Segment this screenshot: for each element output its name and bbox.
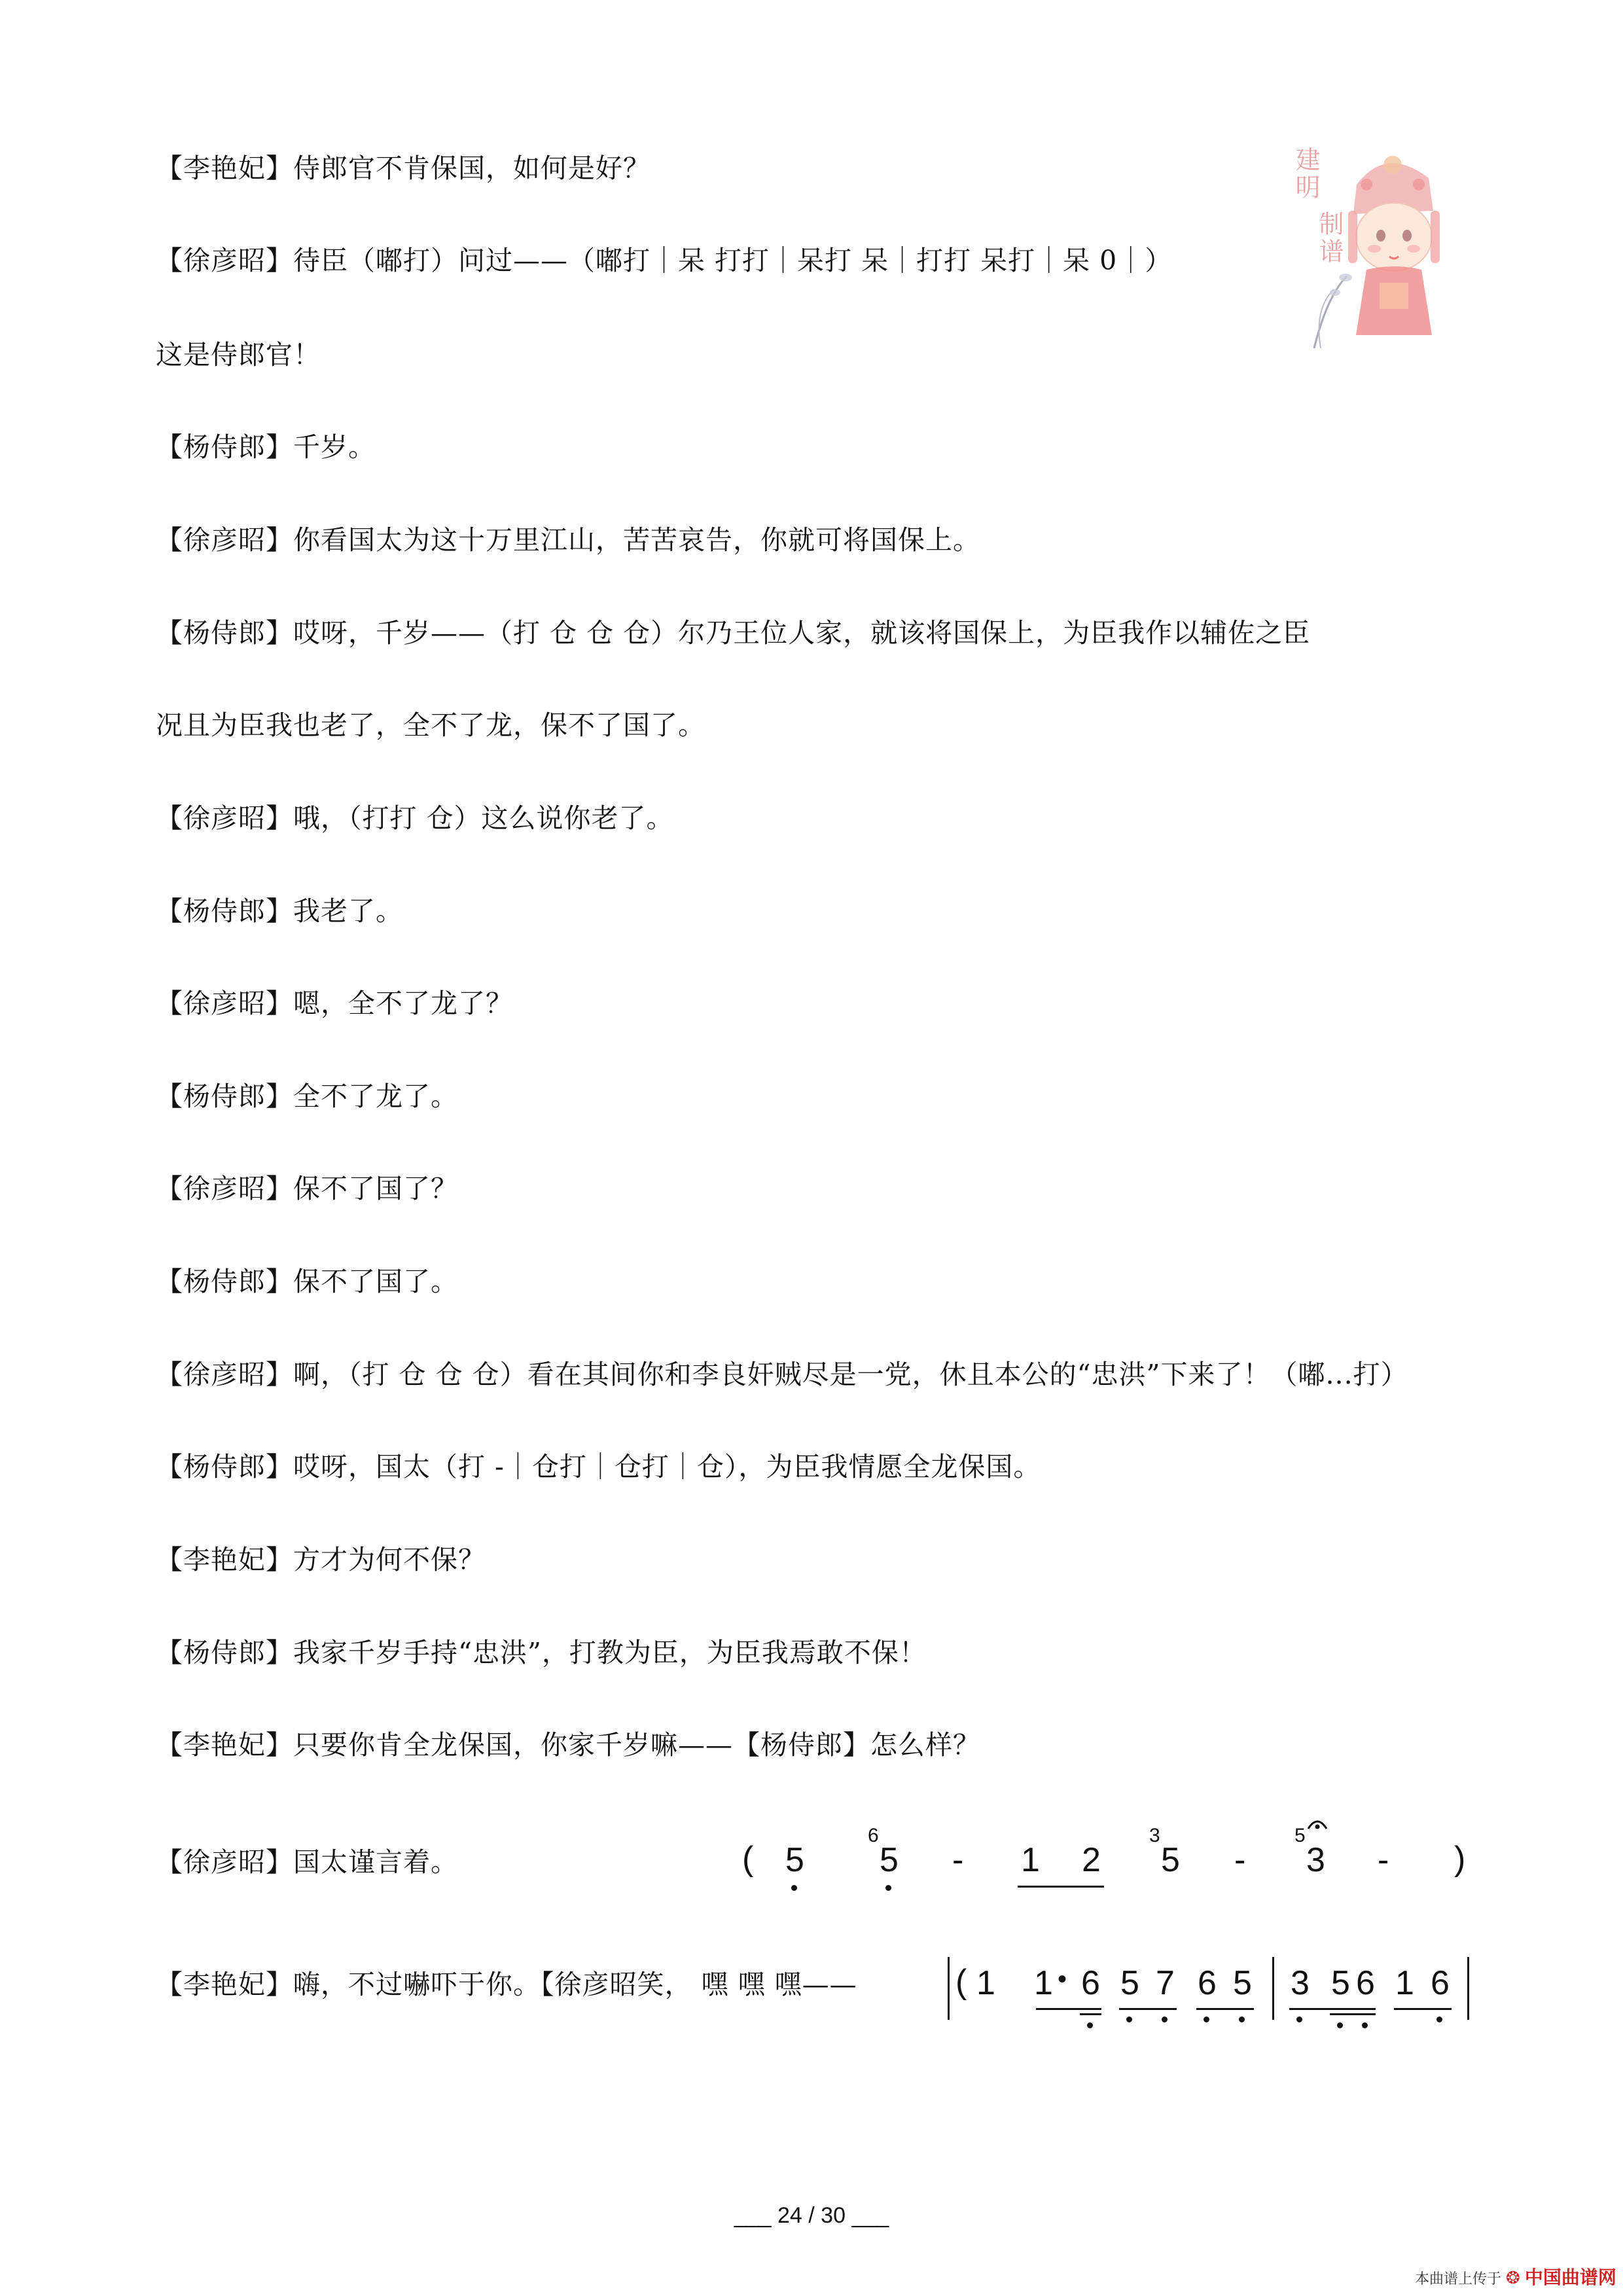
- barline: [948, 1957, 950, 2020]
- sixteenth-underline: [1330, 2013, 1376, 2015]
- dialogue-line: 【徐彦昭】哦，（打打 仓）这么说你老了。: [156, 802, 674, 834]
- opera-doll-icon: [1288, 139, 1471, 361]
- notation-note: 3: [1291, 1964, 1310, 2002]
- eighth-underline: [1289, 2008, 1376, 2010]
- low-octave-dot: [885, 1885, 891, 1891]
- barline: [1272, 1957, 1274, 2020]
- notation-open-paren: (: [742, 1840, 754, 1878]
- dialogue-line: 【杨侍郎】全不了龙了。: [156, 1081, 458, 1112]
- composer-logo: [1288, 139, 1471, 361]
- grace-note: 6: [868, 1825, 879, 1846]
- notation-note: 5: [1161, 1841, 1180, 1879]
- eighth-underline: [1018, 1886, 1104, 1888]
- dialogue-line: 【徐彦昭】嗯，全不了龙了？: [156, 988, 513, 1019]
- site-brand: 中国曲谱网: [1524, 2267, 1616, 2288]
- low-octave-dot: [1436, 2017, 1442, 2022]
- dialogue-line: 【杨侍郎】哎呀，国太（打 -｜仓打｜仓打｜仓），为臣我情愿全龙保国。: [156, 1451, 1041, 1482]
- logo-text-1: 建明: [1291, 147, 1320, 202]
- grace-note: 3: [1149, 1825, 1160, 1846]
- notation-dash: -: [952, 1841, 964, 1879]
- notation-note: 7: [1156, 1964, 1175, 2002]
- notation-close-paren: ): [1454, 1840, 1466, 1878]
- dialogue-line: 【李艳妃】方才为何不保？: [156, 1544, 486, 1575]
- dialogue-line: 况且为臣我也老了，全不了龙，保不了国了。: [156, 709, 705, 741]
- notation-open-paren: (: [955, 1963, 967, 2001]
- low-octave-dot: [1087, 2022, 1093, 2028]
- eighth-underline: [1119, 2008, 1177, 2010]
- dialogue-line: 【杨侍郎】我老了。: [156, 895, 403, 927]
- notation-note: 6: [1431, 1964, 1450, 2002]
- notation-note: 1: [1395, 1964, 1414, 2002]
- dialogue-line: 【徐彦昭】保不了国了？: [156, 1173, 458, 1204]
- low-octave-dot: [1204, 2017, 1209, 2022]
- dialogue-line: 【杨侍郎】千岁。: [156, 431, 376, 463]
- fermata-icon: [1306, 1814, 1329, 1831]
- notation-note: 5: [785, 1841, 804, 1879]
- dialogue-line: 【杨侍郎】我家千岁手持“忠洪”，打教为臣，为臣我焉敢不保！: [156, 1637, 927, 1668]
- dialogue-line: 【李艳妃】侍郎官不肯保国，如何是好？: [156, 152, 651, 184]
- dialogue-line: 【徐彦昭】啊，（打 仓 仓 仓）看在其间你和李良奸贼尽是一党，休且本公的“忠洪”下来了！（嘟...打）: [156, 1359, 1408, 1390]
- grace-note: 5: [1294, 1825, 1306, 1846]
- barline: [1467, 1957, 1469, 2020]
- notation-note: 3: [1306, 1841, 1325, 1879]
- dialogue-line: 【徐彦昭】待臣（嘟打）问过——（嘟打｜呆 打打｜呆打 呆｜打打 呆打｜呆 0｜）: [156, 245, 1173, 276]
- notation-dash: -: [1378, 1841, 1389, 1879]
- notation-note: 5: [1233, 1964, 1252, 2002]
- low-octave-dot: [1239, 2017, 1245, 2022]
- low-octave-dot: [1337, 2022, 1343, 2028]
- low-octave-dot: [1162, 2017, 1168, 2022]
- dialogue-line: 【杨侍郎】保不了国了。: [156, 1266, 458, 1297]
- site-logo-icon: ❂: [1506, 2269, 1520, 2288]
- logo-text-2: 制谱: [1315, 211, 1344, 266]
- dialogue-line: 【徐彦昭】你看国太为这十万里江山，苦苦哀告，你就可将国保上。: [156, 524, 980, 556]
- upload-credit: [1415, 2263, 1616, 2289]
- notation-note: 5: [1331, 1964, 1350, 2002]
- low-octave-dot: [1126, 2017, 1132, 2022]
- dialogue-line: 【李艳妃】嗨，不过嚇吓于你。【徐彦昭笑， 嘿 嘿 嘿——: [156, 1969, 857, 2000]
- eighth-underline: [1196, 2008, 1254, 2010]
- sixteenth-underline: [1080, 2013, 1101, 2015]
- notation-note: 1: [1034, 1964, 1053, 2002]
- notation-note: 6: [1356, 1964, 1375, 2002]
- notation-note: 2: [1082, 1841, 1101, 1879]
- eighth-underline: [1394, 2008, 1452, 2010]
- notation-note: 6: [1198, 1964, 1217, 2002]
- notation-dash: -: [1234, 1841, 1246, 1879]
- dialogue-line: 【杨侍郎】哎呀，千岁——（打 仓 仓 仓）尔乃王位人家，就该将国保上，为臣我作以辅佐之臣: [156, 617, 1311, 649]
- augmentation-dot: •: [1058, 1965, 1067, 1994]
- low-octave-dot: [791, 1885, 797, 1891]
- eighth-underline: [1036, 2008, 1101, 2010]
- dialogue-line: 【李艳妃】只要你肯全龙保国，你家千岁嘛——【杨侍郎】怎么样？: [156, 1729, 980, 1761]
- low-octave-dot: [1362, 2022, 1368, 2028]
- notation-note: 5: [1120, 1964, 1139, 2002]
- notation-note: 6: [1081, 1964, 1100, 2002]
- notation-note: 1: [1021, 1841, 1040, 1879]
- page-number: ___ 24 / 30 ___: [734, 2203, 889, 2228]
- low-octave-dot: [1296, 2017, 1302, 2022]
- dialogue-line: 这是侍郎官！: [156, 339, 321, 370]
- notation-note: 5: [880, 1841, 899, 1879]
- dialogue-line: 【徐彦昭】国太谨言着。: [156, 1846, 458, 1878]
- upload-prefix: 本曲谱上传于: [1415, 2271, 1502, 2287]
- notation-note: 1: [976, 1964, 995, 2002]
